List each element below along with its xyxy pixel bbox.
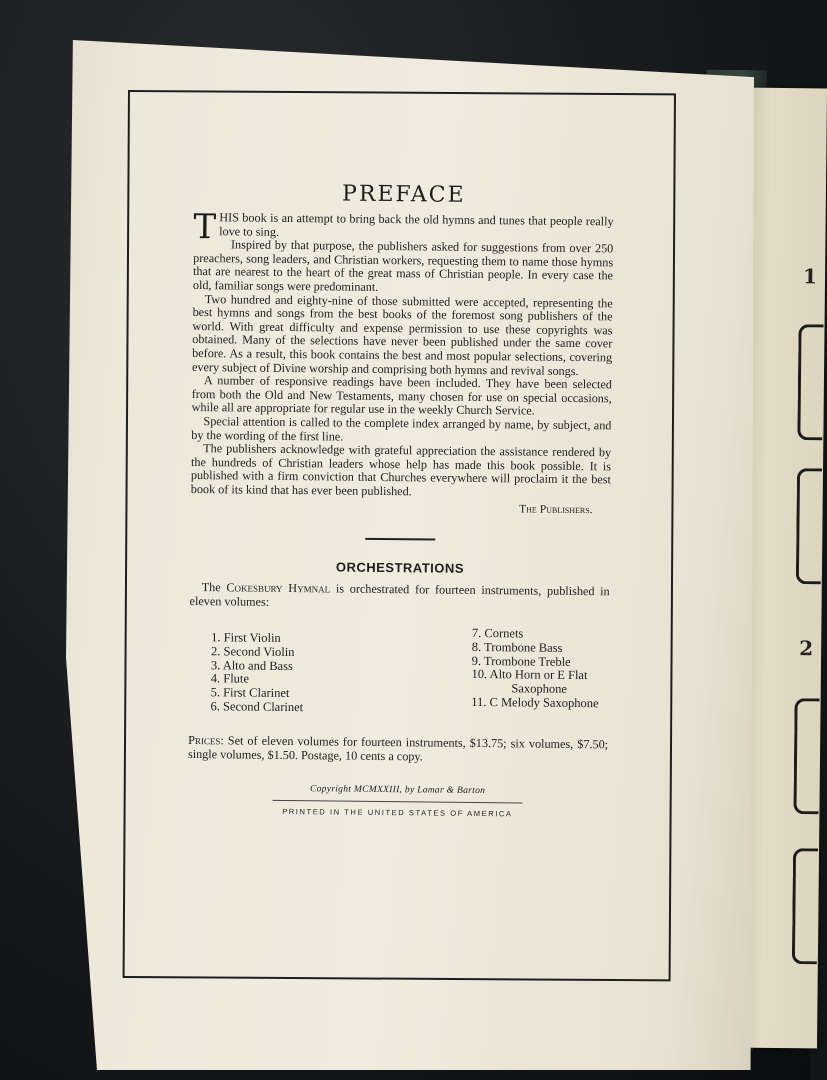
preface-title: PREFACE [341,181,466,208]
intro-prefix: The [201,580,227,595]
preface-paragraph-4: A number of responsive readings have been included. They have been selected from both the Old and New Testaments, many chosen for use on special occasions, while all are appropriate for regular use in the weekly Church Service. [191,373,612,418]
music-staff-fragment [793,698,819,814]
prices-text: Set of eleven volumes for fourteen instruments, $13.75; six volumes, $7.50; single volumes, $1.50. Postage, 10 cents a copy. [187,733,609,764]
prices-label: Prices: [188,732,224,748]
instrument-item: 2. Second Violin [210,644,295,659]
preface-paragraph-6: The publishers acknowledge with grateful appreciation the assistance rendered by the hundreds of Christian leaders whose help has made this book possible. It is published with a firm conviction that Churches everywhere will proclaim it the best book of its kind that has ever been published. [190,441,612,499]
instrument-item: 8. Trombone Bass [471,639,563,655]
instrument-item: 11. C Melody Saxophone [471,694,599,711]
instrument-item: 5. First Clarinet [210,685,290,701]
orchestrations-intro [190,581,610,613]
page-content [187,180,614,820]
preface-paragraph-3: Two hundred and eighty-nine of those submitted were accepted, representing the best hymns and songs from the best books of the foremost song publishers of the world. With great difficulty and expense permission to use these copyrights was obtained. Many of the selections have never been published under the same cover before. As a result, this book contains the best and most popular selections, covering every subject of Divine worship and comprising both hymns and revival songs. [191,291,613,378]
instrument-item: 3. Alto and Bass [210,657,293,673]
instrument-item: 1. First Violin [211,630,281,645]
instrument-item: 6. Second Clarinet [210,699,304,715]
preface-paragraph-1-text: HIS book is an attempt to bring back the old hymns and tunes that people really love to sing. [219,210,614,239]
copyright-divider [272,800,522,804]
preface-paragraph-5: Special attention is called to the complete index arranged by name, by subject, and by the wording of the first line. [191,414,612,444]
instrument-column-right [471,627,599,718]
printed-in-line: PRINTED IN THE UNITED STATES OF AMERICA [282,807,513,819]
instrument-item: Saxophone [511,681,568,697]
page-fragment-number: 2 [799,636,814,661]
music-staff-fragment [796,468,822,584]
intro-rest: is orchestrated for fourteen instruments, published in eleven volumes: [189,581,610,610]
prices-paragraph [188,734,608,766]
hymnal-name: Cokesbury Hymnal [226,580,331,596]
preface-paragraph-2: Inspired by that purpose, the publishers asked for suggestions from over 250 preachers, song leaders, and Christian workers, requesting them to name those hymns that are nearest to the heart of the great mass of Christian people. In every case the old, familiar songs were predominant. [192,237,614,294]
orchestrations-heading: ORCHESTRATIONS [335,559,465,577]
music-staff-fragment [792,848,818,964]
copyright-line: Copyright MCMXXIII, by Lamar & Barton [309,784,486,797]
page-fragment-number: 1 [802,264,818,289]
instrument-column-left [210,631,304,715]
drop-cap: T [193,206,217,248]
instrument-list [188,625,609,718]
instrument-item: 4. Flute [210,671,250,687]
music-staff-fragment [797,324,823,440]
section-divider [365,538,435,541]
instrument-item: 10. Alto Horn or E Flat [471,667,588,683]
publishers-signature: The Publishers. [519,503,593,517]
instrument-item: 7. Cornets [471,625,524,641]
instrument-item: 9. Trombone Treble [471,653,571,669]
